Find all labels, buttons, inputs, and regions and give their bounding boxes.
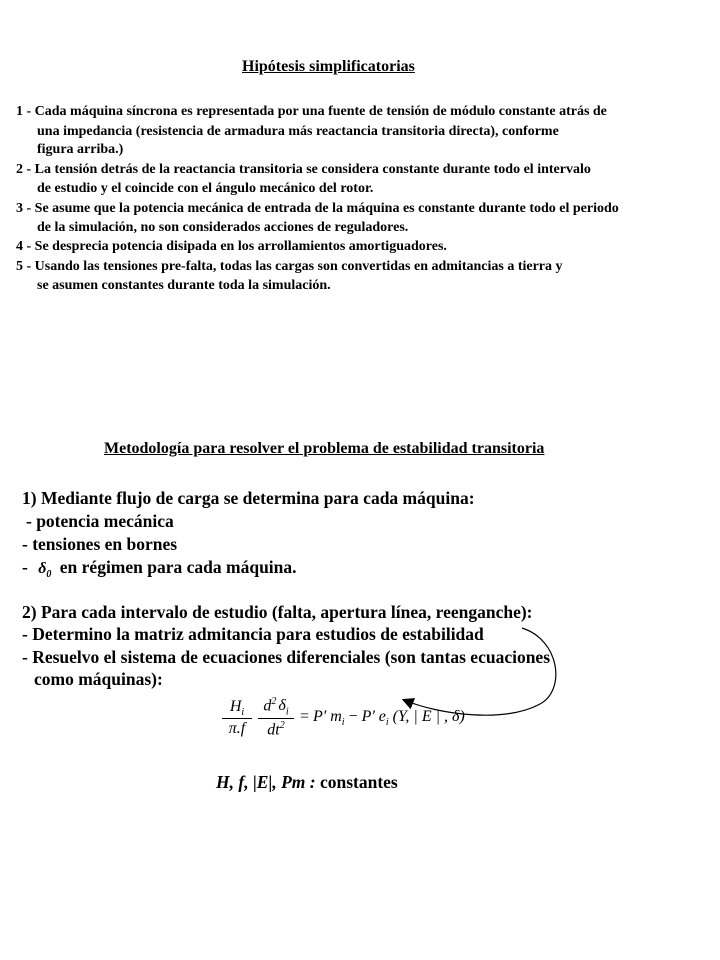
eq-denominator-dt2: $dt^2$	[267, 720, 285, 739]
delta0-symbol: $\delta_0$	[38, 560, 52, 581]
delta0-label: en régimen para cada máquina.	[59, 557, 297, 577]
hypothesis-line-9: 5 - Usando las tensiones pre-falta, todas las cargas son convertidas en admitancias a tierra y	[16, 259, 563, 274]
hypothesis-line-5: de estudio y el coincide con el ángulo mecánico del rotor.	[37, 181, 374, 196]
eq-rhs: = P' $m_i - P'$ $e_i$ (Y, | E | , δ)	[300, 708, 465, 729]
hypothesis-line-8: 4 - Se desprecia potencia disipada en los arrollamientos amortiguadores.	[16, 239, 447, 254]
item-dash: -	[22, 557, 28, 577]
step-1-heading: 1) Mediante flujo de carga se determina para cada máquina:	[22, 488, 475, 508]
eq-numerator-d2delta: $d^2$ $\delta_i$	[263, 696, 289, 718]
step-2-heading: 2) Para cada intervalo de estudio (falta, apertura línea, reenganche):	[22, 602, 533, 622]
hypothesis-line-3: figura arriba.)	[37, 142, 124, 157]
eq-numerator-h: $H_i$	[229, 698, 245, 719]
hypothesis-line-4: 2 - La tensión detrás de la reactancia transitoria se considera constante durante todo el intervalo	[16, 162, 591, 177]
hypothesis-line-7: de la simulación, no son considerados acciones de reguladores.	[37, 220, 409, 235]
constants-word: constantes	[319, 772, 398, 792]
step-1-item-potencia: - potencia mecánica	[26, 511, 174, 531]
section-title-hipotesis: Hipótesis simplificatorias	[242, 58, 415, 75]
step-2-item-matriz: - Determino la matriz admitancia para estudios de estabilidad	[22, 624, 484, 644]
hypothesis-line-10: se asumen constantes durante toda la simulación.	[37, 278, 331, 293]
step-1-item-tensiones: - tensiones en bornes	[22, 534, 178, 554]
hypothesis-line-6: 3 - Se asume que la potencia mecánica de entrada de la máquina es constante durante todo el periodo	[16, 201, 619, 216]
constants-symbols: H, f, |E|, Pm :	[216, 772, 316, 792]
curved-arrow	[404, 628, 556, 715]
hypothesis-line-2: una impedancia (resistencia de armadura más reactancia transitoria directa), conforme	[37, 124, 559, 139]
step-2-item-resuelvo: - Resuelvo el sistema de ecuaciones diferenciales (son tantas ecuaciones	[22, 647, 551, 667]
hypothesis-line-1: 1 - Cada máquina síncrona es representada por una fuente de tensión de módulo constante atrás de	[16, 104, 607, 119]
eq-denominator-pif: π.f	[228, 720, 246, 737]
step-2-item-maquinas: como máquinas):	[34, 669, 163, 689]
section-title-metodologia: Metodología para resolver el problema de estabilidad transitoria	[104, 440, 545, 457]
